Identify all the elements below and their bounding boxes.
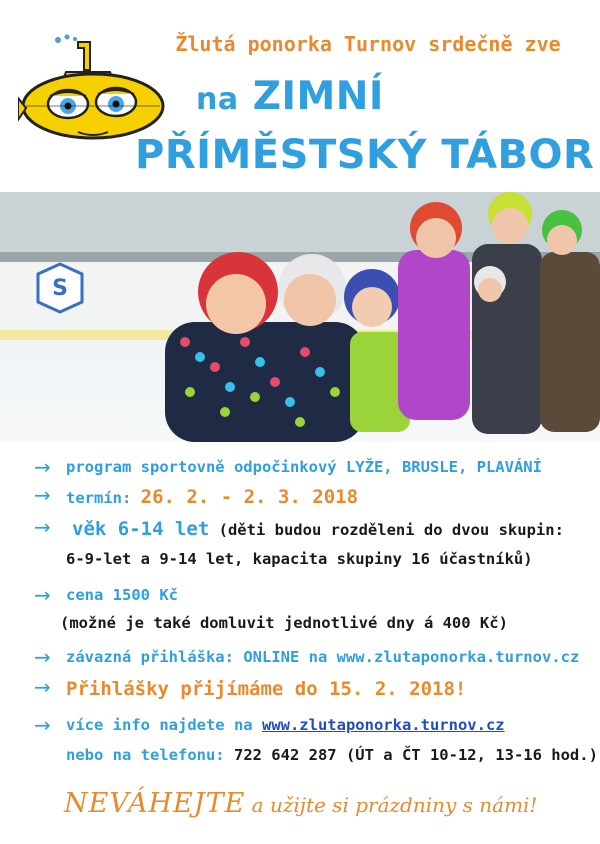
arrow-right-icon: →	[34, 675, 51, 699]
deadline-text: Přihlášky přijímáme do 15. 2. 2018!	[66, 678, 467, 700]
arrow-right-icon: →	[34, 645, 51, 669]
yellow-submarine-icon	[18, 28, 168, 146]
children-ice-skating-photo	[0, 192, 600, 442]
arrow-right-icon: →	[34, 483, 51, 507]
title-line-2: PŘÍMĚSTSKÝ TÁBOR	[135, 132, 595, 178]
title-zimni: ZIMNÍ	[252, 74, 384, 119]
more-info-text: více info najdete na www.zlutaponorka.turnov.cz	[66, 716, 505, 734]
title-prefix: na	[196, 82, 239, 117]
arrow-right-icon: →	[34, 713, 51, 737]
arrow-right-icon: →	[34, 583, 51, 607]
registration-text: závazná přihláška: ONLINE na www.zlutaponorka.turnov.cz	[66, 648, 580, 666]
website-link[interactable]: www.zlutaponorka.turnov.cz	[261, 716, 505, 734]
svg-text:S: S	[52, 276, 68, 301]
invitation-line: Žlutá ponorka Turnov srdečně zve	[175, 32, 561, 56]
closing-slogan: NEVÁHEJTE a užijte si prázdniny s námi!	[64, 788, 538, 819]
arrow-right-icon: →	[34, 515, 51, 539]
age-text: věk 6-14 let (děti budou rozděleni do dvou skupin:	[72, 518, 564, 540]
price-text: cena 1500 Kč	[66, 586, 178, 604]
arrow-right-icon: →	[34, 455, 51, 479]
term-text: termín: 26. 2. - 2. 3. 2018	[66, 486, 359, 508]
program-text: program sportovně odpočinkový LYŽE, BRUSLE, PLAVÁNÍ	[66, 458, 542, 476]
title-line-1	[196, 74, 384, 119]
